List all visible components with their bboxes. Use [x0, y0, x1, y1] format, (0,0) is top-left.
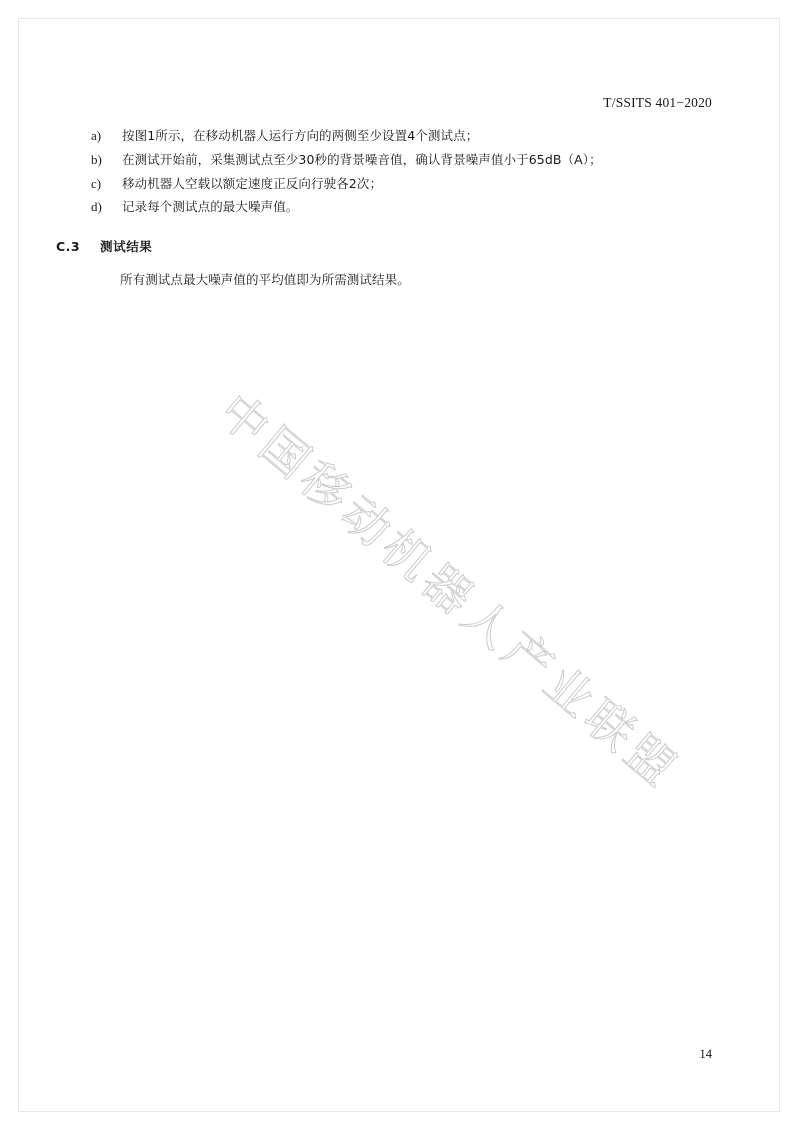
list-item-text: 移动机器人空载以额定速度正反向行驶各2次； — [122, 175, 383, 191]
list-item-text: 在测试开始前，采集测试点至少30秒的背景噪音值，确认背景噪声值小于65dB（A）； — [122, 151, 602, 167]
list-item — [88, 176, 714, 192]
page-header-standard-id: T/SSITS 401−2020 — [603, 95, 712, 110]
list-item — [88, 128, 714, 144]
page-content — [56, 128, 714, 288]
list-item-text: 记录每个测试点的最大噪声值。 — [122, 199, 299, 215]
ordered-procedure-list — [88, 128, 714, 216]
list-item — [88, 199, 714, 215]
list-item-marker: c) — [91, 175, 102, 191]
section-number: C.3 — [56, 238, 81, 254]
section-paragraph: 所有测试点最大噪声值的平均值即为所需测试结果。 — [120, 271, 410, 287]
page-number: 14 — [699, 1047, 712, 1061]
watermark — [178, 356, 691, 801]
list-item-marker: b) — [91, 151, 102, 167]
watermark-text: 中国移动机器人产业联盟 — [208, 383, 691, 801]
list-item-text: 按图1所示，在移动机器人运行方向的两侧至少设置4个测试点； — [122, 128, 479, 143]
list-item-marker: a) — [91, 128, 102, 143]
list-item — [88, 152, 714, 168]
section-title: 测试结果 — [100, 238, 153, 254]
list-item-marker: d) — [91, 199, 102, 215]
section-heading — [56, 237, 714, 255]
